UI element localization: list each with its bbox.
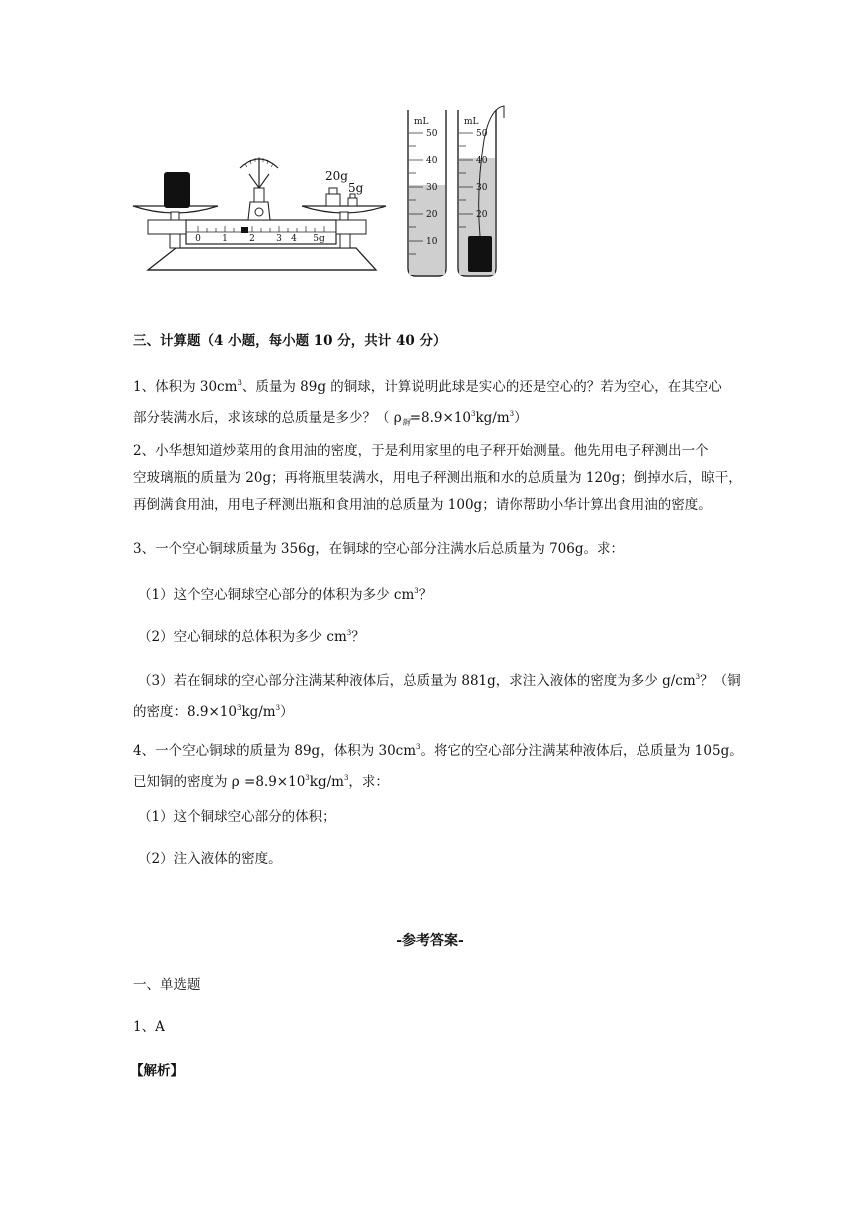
question-4: 4、一个空心铜球的质量为 89g，体积为 $30cm^3$。将它的空心部分注满某种液体后，总质量为 105g。 已知铜的密度为 $\rho =8.9\times 10^3kg/m^3$，求： xyxy=(133,743,743,790)
experiment-figure xyxy=(128,100,508,285)
copper-ball-object xyxy=(164,172,190,208)
question-4-part-2: （2）注入液体的密度。 xyxy=(138,851,282,867)
cylinder-2-tick: 30 xyxy=(476,183,488,193)
cylinder-1-tick: 20 xyxy=(426,210,438,220)
weight-20g xyxy=(326,194,340,206)
superscript: 3 xyxy=(343,774,349,782)
analysis-label: 【解析】 xyxy=(130,1063,184,1079)
cylinder-2-tick: 40 xyxy=(476,156,488,166)
scale-label: 1 xyxy=(222,234,228,244)
q1-text: =8.9×10 xyxy=(409,410,472,426)
q2-text: 2、小华想知道炒菜用的食用油的密度，于是利用家里的电子秤开始测量。他先用电子秤测出一个 xyxy=(133,443,709,459)
question-3-part-3: （3）若在铜球的空心部分注满某种液体后，总质量为 881g，求注入液体的密度为多少 $g/cm^3$？（铜 的密度：$8.9\times 10^3kg/m^3$） xyxy=(133,673,741,720)
scale-label: 0 xyxy=(195,234,201,244)
balance-and-cylinders-illustration xyxy=(128,100,508,285)
cylinder-1-tick: 50 xyxy=(426,129,438,139)
question-3-part-1: （1）这个空心铜球空心部分的体积为多少 $cm^3$？ xyxy=(138,587,433,603)
superscript: 3 xyxy=(275,704,281,712)
weight-label-20g: 20g xyxy=(325,169,348,183)
q1-text: 部分装满水后，求该球的总质量是多少？（ ρ xyxy=(133,410,402,426)
superscript: 3 xyxy=(509,410,515,418)
weight-5g xyxy=(348,198,357,206)
question-4-part-1: （1）这个铜球空心部分的体积； xyxy=(138,809,336,825)
answer-item-1: 1、A xyxy=(133,1019,165,1035)
q1-text: ） xyxy=(514,410,528,426)
superscript: 3 xyxy=(416,743,421,751)
cylinder-2-tick: 50 xyxy=(476,129,488,139)
superscript: 3 xyxy=(414,587,419,595)
q1-text: kg/m xyxy=(475,410,510,426)
answers-section-1: 一、单选题 xyxy=(133,977,201,993)
balance-base xyxy=(148,248,376,270)
scale-label: 3 xyxy=(276,234,282,244)
superscript: 3 xyxy=(236,704,242,712)
cylinder-1-tick: 30 xyxy=(426,183,438,193)
question-1 xyxy=(133,370,813,436)
cylinder-2-unit: mL xyxy=(464,117,479,127)
scale-label: 5g xyxy=(313,234,325,244)
section-heading: 三、计算题（4 小题，每小题 10 分，共计 40 分） xyxy=(133,333,447,349)
weight-label-5g: 5g xyxy=(348,181,364,195)
superscript: 3 xyxy=(695,673,701,681)
cylinder-2-tick: 20 xyxy=(476,210,488,220)
superscript: 3 xyxy=(346,629,352,637)
superscript: 3 xyxy=(237,379,242,387)
superscript: 3 xyxy=(305,774,310,782)
graduated-cylinder-2 xyxy=(458,106,504,276)
graduated-cylinder-1 xyxy=(408,110,446,276)
cylinder-1-liquid xyxy=(409,185,445,275)
question-3: 3、一个空心铜球质量为 356g，在铜球的空心部分注满水后总质量为 706g。求： xyxy=(133,541,624,557)
q2-text: 再倒满食用油，用电子秤测出瓶和食用油的总质量为 100g；请你帮助小华计算出食用油的密度。 xyxy=(133,497,712,513)
scale-label: 4 xyxy=(291,234,297,244)
rider-weight xyxy=(241,227,248,233)
scale-label: 2 xyxy=(249,234,255,244)
cylinder-1-tick: 10 xyxy=(426,237,438,247)
subscript: 铜 xyxy=(401,418,410,427)
q1-text: 、质量为 89g 的铜球，计算说明此球是实心的还是空心的？若为空心，在其空心 xyxy=(241,379,722,395)
submerged-object xyxy=(468,236,492,272)
cylinder-1-tick: 40 xyxy=(426,156,438,166)
q2-text: 空玻璃瓶的质量为 20g；再将瓶里装满水，用电子秤测出瓶和水的总质量为 120g；倒掉水后，晾干， xyxy=(133,470,742,486)
cylinder-1-unit: mL xyxy=(414,117,429,127)
q1-text: 1、体积为 30cm xyxy=(133,379,238,395)
question-3-part-2: （2）空心铜球的总体积为多少 $cm^3$？ xyxy=(138,629,365,645)
question-2 xyxy=(133,438,823,519)
answers-title: -参考答案- xyxy=(396,933,464,949)
superscript: 3 xyxy=(471,410,476,418)
